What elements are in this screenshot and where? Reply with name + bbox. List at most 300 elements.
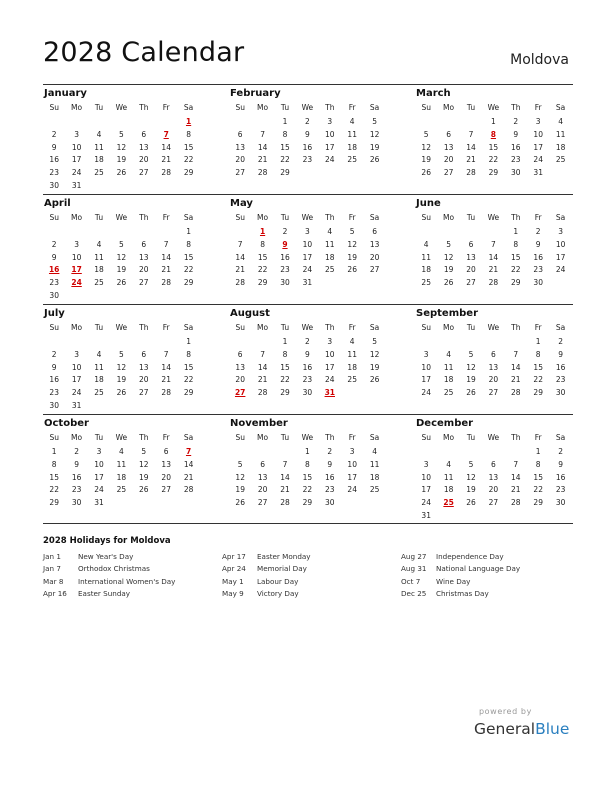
day-cell: 22 xyxy=(488,155,499,165)
day-cell: 31 xyxy=(533,168,543,178)
day-cell: 25 xyxy=(94,278,104,288)
holiday-date: Aug 27 xyxy=(401,552,427,561)
day-cell: 26 xyxy=(347,265,357,275)
section-divider xyxy=(43,194,573,195)
holiday-name: Orthodox Christmas xyxy=(78,564,150,574)
day-cell: 28 xyxy=(161,278,171,288)
holiday-day-cell: 17 xyxy=(71,265,82,275)
weekday-label: Su xyxy=(49,213,59,222)
day-cell: 17 xyxy=(421,485,431,495)
day-cell: 7 xyxy=(163,349,169,359)
day-cell: 11 xyxy=(443,362,454,372)
day-cell: 22 xyxy=(533,375,543,385)
day-cell: 8 xyxy=(282,349,288,359)
day-cell: 18 xyxy=(555,142,566,152)
month-name: July xyxy=(44,308,65,319)
weekday-label: Su xyxy=(421,103,431,112)
day-cell: 29 xyxy=(280,168,290,178)
weekday-label: Th xyxy=(511,433,521,442)
weekday-label: We xyxy=(115,323,128,332)
month-name: June xyxy=(416,198,441,209)
day-cell: 10 xyxy=(533,129,543,139)
day-cell: 10 xyxy=(71,252,82,262)
country-label: Moldova xyxy=(510,52,569,68)
day-cell: 22 xyxy=(183,265,194,275)
weekday-label: Th xyxy=(511,213,521,222)
weekday-label: Mo xyxy=(71,433,83,442)
day-cell: 22 xyxy=(183,155,194,165)
weekday-label: Fr xyxy=(162,213,170,222)
month-block xyxy=(229,197,386,302)
day-cell: 31 xyxy=(421,511,431,520)
day-cell: 6 xyxy=(141,349,147,359)
day-cell: 2 xyxy=(558,447,563,456)
day-cell: 18 xyxy=(116,472,127,482)
month-name: December xyxy=(416,418,474,429)
day-cell: 20 xyxy=(139,155,149,165)
day-cell: 26 xyxy=(466,388,476,398)
day-cell: 18 xyxy=(347,142,357,152)
day-cell: 16 xyxy=(302,142,313,152)
weekday-label: Su xyxy=(235,103,245,112)
day-cell: 11 xyxy=(94,252,104,262)
day-cell: 21 xyxy=(511,485,521,495)
day-cell: 22 xyxy=(302,485,313,495)
day-cell: 1 xyxy=(490,117,496,126)
day-cell: 18 xyxy=(421,265,431,275)
generalblue-logo[interactable] xyxy=(474,720,569,738)
weekday-label: Fr xyxy=(534,323,542,332)
day-cell: 25 xyxy=(443,388,454,398)
weekday-label: Tu xyxy=(466,103,476,112)
day-cell: 21 xyxy=(257,375,268,385)
month-name: April xyxy=(44,198,71,209)
weekday-label: Tu xyxy=(466,433,476,442)
day-cell: 14 xyxy=(235,252,245,262)
day-cell: 15 xyxy=(280,142,290,152)
day-cell: 3 xyxy=(74,349,79,359)
day-cell: 23 xyxy=(302,375,313,385)
day-cell: 29 xyxy=(183,168,194,178)
day-cell: 19 xyxy=(235,485,245,495)
day-cell: 18 xyxy=(94,375,104,385)
day-cell: 22 xyxy=(533,485,543,495)
month-block xyxy=(415,307,572,412)
holiday-day-cell: 16 xyxy=(48,265,60,275)
day-cell: 7 xyxy=(237,239,243,249)
day-cell: 6 xyxy=(446,129,451,139)
day-cell: 15 xyxy=(488,142,499,152)
day-cell: 14 xyxy=(161,362,171,372)
day-cell: 27 xyxy=(466,278,476,288)
month-name: January xyxy=(44,88,87,99)
day-cell: 21 xyxy=(183,472,194,482)
day-cell: 6 xyxy=(237,129,243,139)
day-cell: 18 xyxy=(94,155,104,165)
day-cell: 23 xyxy=(302,155,313,165)
day-cell: 19 xyxy=(443,265,454,275)
day-cell: 4 xyxy=(96,349,102,359)
day-cell: 26 xyxy=(466,498,476,508)
day-cell: 26 xyxy=(116,278,127,288)
day-cell: 7 xyxy=(490,239,496,249)
day-cell: 19 xyxy=(139,472,149,482)
day-cell: 9 xyxy=(51,252,57,262)
day-cell: 20 xyxy=(257,485,268,495)
holiday-name: Christmas Day xyxy=(436,588,489,598)
weekday-label: We xyxy=(487,103,500,112)
day-cell: 6 xyxy=(468,239,474,249)
day-cell: 22 xyxy=(183,375,194,385)
holiday-date: Mar 8 xyxy=(43,576,64,586)
day-cell: 29 xyxy=(49,498,59,508)
month-block xyxy=(415,197,572,302)
day-cell: 18 xyxy=(443,485,454,495)
month-name: September xyxy=(416,308,478,319)
day-cell: 6 xyxy=(490,459,496,469)
day-cell: 10 xyxy=(325,349,335,359)
day-cell: 4 xyxy=(446,349,451,359)
day-cell: 30 xyxy=(325,498,335,508)
day-cell: 11 xyxy=(347,349,357,359)
day-cell: 13 xyxy=(139,362,149,372)
holiday-name: Independence Day xyxy=(436,552,504,561)
weekday-label: Su xyxy=(421,433,431,442)
day-cell: 3 xyxy=(423,349,429,359)
day-cell: 1 xyxy=(186,227,191,236)
day-cell: 3 xyxy=(535,117,541,126)
day-cell: 11 xyxy=(443,472,454,482)
day-cell: 12 xyxy=(116,362,127,372)
weekday-label: Tu xyxy=(280,213,290,222)
month-name: November xyxy=(230,418,288,429)
day-cell: 5 xyxy=(118,129,124,139)
day-cell: 25 xyxy=(347,375,357,385)
day-cell: 25 xyxy=(555,155,566,165)
day-cell: 25 xyxy=(116,485,127,495)
day-cell: 20 xyxy=(443,155,454,165)
day-cell: 14 xyxy=(161,252,171,262)
day-cell: 30 xyxy=(555,388,566,398)
day-cell: 12 xyxy=(466,362,476,372)
day-cell: 11 xyxy=(347,129,357,139)
holiday-name: Labour Day xyxy=(257,576,299,586)
day-cell: 12 xyxy=(369,349,380,359)
holiday-name: International Women's Day xyxy=(78,576,176,586)
day-cell: 29 xyxy=(533,498,543,508)
day-cell: 28 xyxy=(161,168,171,178)
day-cell: 14 xyxy=(511,472,521,482)
weekday-label: Sa xyxy=(183,103,194,112)
day-cell: 23 xyxy=(533,265,543,275)
day-cell: 24 xyxy=(325,375,335,385)
day-cell: 16 xyxy=(533,252,543,262)
holiday-name: Memorial Day xyxy=(257,564,307,574)
holiday-day-cell: 27 xyxy=(234,388,246,398)
day-cell: 3 xyxy=(349,447,355,456)
day-cell: 20 xyxy=(235,375,245,385)
weekday-label: We xyxy=(301,213,314,222)
day-cell: 12 xyxy=(116,252,127,262)
day-cell: 9 xyxy=(513,129,519,139)
day-cell: 1 xyxy=(282,117,288,126)
month-name: February xyxy=(230,88,281,99)
weekday-label: Sa xyxy=(183,433,194,442)
holiday-name: Easter Sunday xyxy=(78,588,131,598)
day-cell: 27 xyxy=(139,388,149,398)
weekday-label: Tu xyxy=(280,103,290,112)
day-cell: 10 xyxy=(71,362,82,372)
day-cell: 1 xyxy=(535,337,541,346)
day-cell: 5 xyxy=(423,129,429,139)
day-cell: 13 xyxy=(257,472,268,482)
day-cell: 6 xyxy=(490,349,496,359)
day-cell: 2 xyxy=(327,447,333,456)
holiday-day-cell: 1 xyxy=(185,117,192,126)
holiday-day-cell: 1 xyxy=(259,227,266,236)
day-cell: 8 xyxy=(186,239,191,249)
day-cell: 26 xyxy=(369,375,380,385)
day-cell: 29 xyxy=(183,278,194,288)
weekday-label: Sa xyxy=(555,323,566,332)
weekday-label: Tu xyxy=(466,213,476,222)
holiday-date: May 1 xyxy=(222,576,244,586)
day-cell: 9 xyxy=(74,459,79,469)
day-cell: 24 xyxy=(71,388,82,398)
day-cell: 9 xyxy=(51,142,57,152)
section-divider xyxy=(43,523,573,524)
day-cell: 9 xyxy=(558,459,563,469)
day-cell: 4 xyxy=(349,117,355,126)
day-cell: 31 xyxy=(71,401,82,410)
day-cell: 1 xyxy=(513,227,519,236)
day-cell: 25 xyxy=(369,485,380,495)
holiday-name: New Year's Day xyxy=(78,552,134,561)
day-cell: 10 xyxy=(94,459,104,469)
day-cell: 19 xyxy=(116,155,127,165)
weekday-label: Fr xyxy=(348,323,356,332)
day-cell: 12 xyxy=(421,142,431,152)
day-cell: 16 xyxy=(555,472,566,482)
weekday-label: Th xyxy=(139,323,149,332)
day-cell: 9 xyxy=(51,362,57,372)
day-cell: 6 xyxy=(141,239,147,249)
day-cell: 18 xyxy=(94,265,104,275)
day-cell: 2 xyxy=(558,337,563,346)
day-cell: 14 xyxy=(466,142,476,152)
day-cell: 19 xyxy=(369,362,380,372)
day-cell: 16 xyxy=(280,252,290,262)
day-cell: 14 xyxy=(257,142,268,152)
day-cell: 18 xyxy=(347,362,357,372)
day-cell: 1 xyxy=(51,447,57,456)
day-cell: 7 xyxy=(513,459,519,469)
day-cell: 10 xyxy=(421,362,431,372)
day-cell: 27 xyxy=(488,388,499,398)
day-cell: 24 xyxy=(421,388,431,398)
day-cell: 20 xyxy=(139,375,149,385)
day-cell: 28 xyxy=(511,388,521,398)
day-cell: 23 xyxy=(511,155,521,165)
weekday-label: Su xyxy=(235,323,245,332)
day-cell: 15 xyxy=(533,472,543,482)
day-cell: 7 xyxy=(513,349,519,359)
day-cell: 1 xyxy=(282,337,288,346)
weekday-label: Mo xyxy=(257,213,269,222)
holiday-date: Apr 16 xyxy=(43,588,67,598)
day-cell: 30 xyxy=(511,168,521,178)
day-cell: 22 xyxy=(280,375,290,385)
day-cell: 13 xyxy=(488,472,499,482)
section-divider xyxy=(43,414,573,415)
day-cell: 15 xyxy=(511,252,521,262)
day-cell: 23 xyxy=(555,485,566,495)
day-cell: 16 xyxy=(49,375,59,385)
day-cell: 1 xyxy=(535,447,541,456)
weekday-label: Sa xyxy=(369,213,380,222)
day-cell: 29 xyxy=(280,388,290,398)
weekday-label: Tu xyxy=(94,323,104,332)
day-cell: 28 xyxy=(183,485,194,495)
day-cell: 17 xyxy=(555,252,566,262)
weekday-label: Th xyxy=(139,213,149,222)
day-cell: 27 xyxy=(257,498,268,508)
holiday-name: National Language Day xyxy=(436,564,521,574)
day-cell: 5 xyxy=(372,337,377,346)
day-cell: 27 xyxy=(139,168,149,178)
day-cell: 9 xyxy=(304,349,310,359)
day-cell: 21 xyxy=(235,265,245,275)
day-cell: 7 xyxy=(163,239,169,249)
day-cell: 28 xyxy=(511,498,521,508)
day-cell: 4 xyxy=(423,239,429,249)
weekday-label: Tu xyxy=(466,323,476,332)
day-cell: 29 xyxy=(183,388,194,398)
day-cell: 8 xyxy=(186,349,191,359)
day-cell: 10 xyxy=(325,129,335,139)
weekday-label: Tu xyxy=(94,103,104,112)
holiday-date: Oct 7 xyxy=(401,576,421,586)
day-cell: 2 xyxy=(304,337,310,346)
day-cell: 7 xyxy=(468,129,474,139)
day-cell: 30 xyxy=(49,401,59,410)
day-cell: 25 xyxy=(347,155,357,165)
month-block xyxy=(43,307,200,412)
weekday-label: Mo xyxy=(443,433,455,442)
holiday-date: Aug 31 xyxy=(401,564,427,574)
weekday-label: Mo xyxy=(443,213,455,222)
month-block xyxy=(415,417,572,522)
day-cell: 13 xyxy=(235,362,245,372)
day-cell: 17 xyxy=(347,472,357,482)
day-cell: 23 xyxy=(49,278,59,288)
day-cell: 26 xyxy=(139,485,149,495)
day-cell: 6 xyxy=(237,349,243,359)
day-cell: 17 xyxy=(325,362,335,372)
day-cell: 17 xyxy=(302,252,313,262)
day-cell: 26 xyxy=(369,155,380,165)
day-cell: 8 xyxy=(304,459,310,469)
day-cell: 10 xyxy=(347,459,357,469)
weekday-label: Th xyxy=(511,323,521,332)
day-cell: 13 xyxy=(139,142,149,152)
weekday-label: Mo xyxy=(443,323,455,332)
day-cell: 28 xyxy=(257,388,268,398)
day-cell: 11 xyxy=(94,362,104,372)
day-cell: 10 xyxy=(555,239,566,249)
day-cell: 6 xyxy=(260,459,265,469)
day-cell: 19 xyxy=(421,155,431,165)
day-cell: 10 xyxy=(421,472,431,482)
month-block xyxy=(43,87,200,192)
day-cell: 24 xyxy=(302,265,313,275)
day-cell: 29 xyxy=(302,498,313,508)
day-cell: 16 xyxy=(511,142,521,152)
day-cell: 30 xyxy=(49,181,59,190)
day-cell: 13 xyxy=(139,252,149,262)
day-cell: 5 xyxy=(141,447,147,456)
weekday-label: Su xyxy=(49,433,59,442)
weekday-label: Th xyxy=(511,103,521,112)
day-cell: 3 xyxy=(74,239,79,249)
day-cell: 4 xyxy=(349,337,355,346)
holiday-date: Jan 1 xyxy=(43,552,61,561)
day-cell: 24 xyxy=(94,485,104,495)
day-cell: 2 xyxy=(282,227,288,236)
weekday-label: Mo xyxy=(257,103,269,112)
day-cell: 5 xyxy=(349,227,355,236)
day-cell: 3 xyxy=(74,129,79,139)
day-cell: 25 xyxy=(421,278,431,288)
day-cell: 13 xyxy=(369,239,380,249)
day-cell: 15 xyxy=(302,472,313,482)
weekday-label: Fr xyxy=(534,103,542,112)
weekday-label: Tu xyxy=(280,323,290,332)
day-cell: 17 xyxy=(94,472,104,482)
day-cell: 18 xyxy=(443,375,454,385)
day-cell: 16 xyxy=(71,472,82,482)
day-cell: 31 xyxy=(302,278,313,288)
weekday-label: We xyxy=(115,433,128,442)
day-cell: 14 xyxy=(488,252,499,262)
weekday-label: Su xyxy=(421,213,431,222)
day-cell: 31 xyxy=(94,498,104,508)
day-cell: 26 xyxy=(235,498,245,508)
month-block xyxy=(43,417,200,522)
day-cell: 20 xyxy=(488,485,499,495)
day-cell: 5 xyxy=(118,239,124,249)
day-cell: 11 xyxy=(325,239,335,249)
weekday-label: Th xyxy=(139,433,149,442)
weekday-label: Su xyxy=(235,433,245,442)
weekday-label: Th xyxy=(325,323,335,332)
holidays-title: 2028 Holidays for Moldova xyxy=(43,536,171,546)
day-cell: 4 xyxy=(558,117,563,126)
day-cell: 8 xyxy=(535,349,541,359)
day-cell: 14 xyxy=(161,142,171,152)
day-cell: 17 xyxy=(325,142,335,152)
weekday-label: We xyxy=(301,323,314,332)
day-cell: 13 xyxy=(488,362,499,372)
day-cell: 14 xyxy=(280,472,290,482)
day-cell: 19 xyxy=(116,265,127,275)
day-cell: 1 xyxy=(186,337,191,346)
weekday-label: We xyxy=(115,103,128,112)
day-cell: 12 xyxy=(139,459,149,469)
day-cell: 21 xyxy=(161,265,171,275)
day-cell: 24 xyxy=(347,485,357,495)
day-cell: 30 xyxy=(71,498,82,508)
